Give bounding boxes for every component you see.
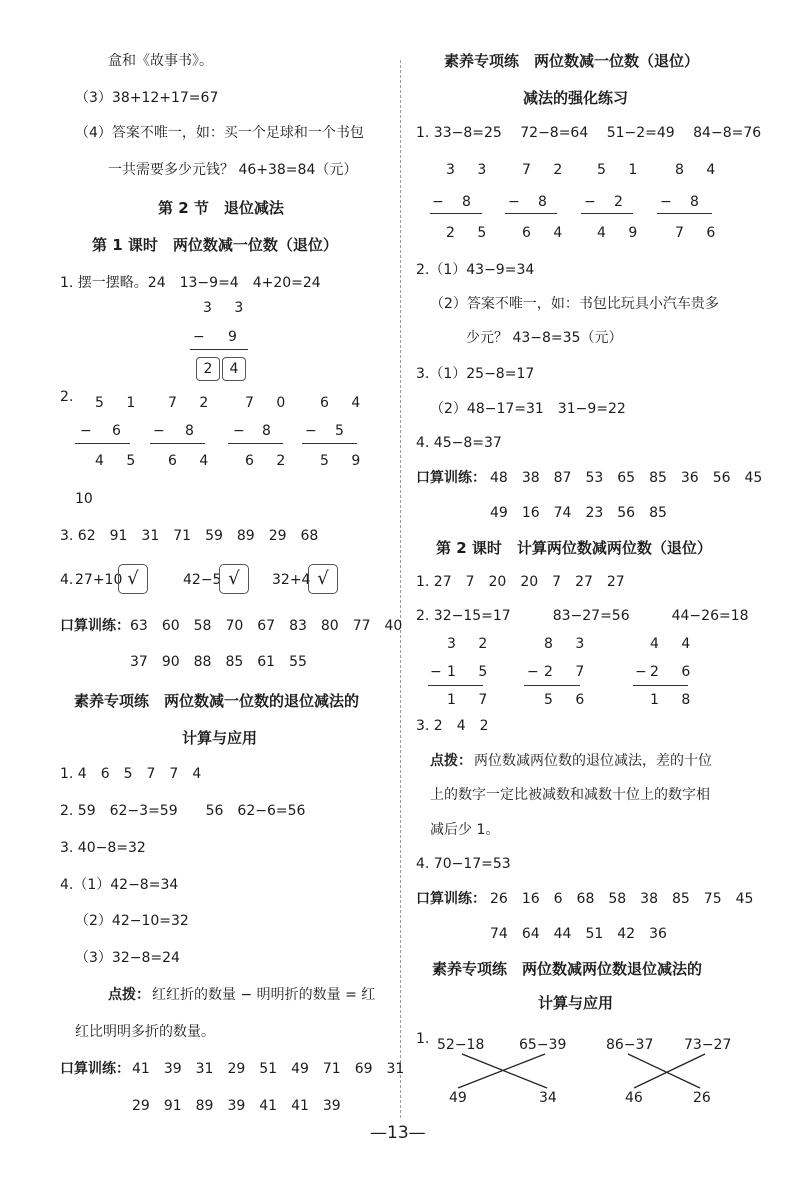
calc-result: 6 4 (168, 453, 218, 469)
lesson-title: 第 2 课时 计算两位数减两位数（退位） (436, 539, 712, 557)
calc-result: 6 4 (522, 225, 572, 241)
compare-expression: 27+10 (75, 572, 123, 588)
calc-top: 7 2 (522, 162, 572, 178)
question-4-label: 4. (60, 572, 74, 588)
match-line (634, 1054, 705, 1088)
calc-minus: − (660, 194, 672, 210)
extra-answer: 10 (75, 491, 93, 507)
answer-line: （3）32−8=24 (75, 950, 180, 966)
calc-sub: 8 (538, 194, 547, 210)
calc-top: 3 3 (446, 162, 496, 178)
calc-result: 2 5 (446, 225, 496, 241)
answer-line: 2. 59 62−3=59 56 62−6=56 (60, 803, 306, 819)
match-expression: 73−27 (684, 1037, 732, 1053)
calc-top: 5 1 (95, 395, 145, 411)
answer-line: （2）42−10=32 (75, 913, 189, 929)
answer-line: 4.（1）42−8=34 (60, 877, 179, 893)
calc-top: 8 3 (544, 636, 594, 652)
calc-minus: − (584, 194, 596, 210)
question-1: 1. 摆一摆略。24 13−9=4 4+20=24 (60, 275, 321, 291)
calc-sub: 2 6 (650, 664, 700, 680)
calc-minus: − (527, 664, 539, 680)
calc-result: 5 9 (320, 453, 370, 469)
answer-line: 少元？ 43−8=35（元） (466, 330, 623, 346)
hint-label: 点拨： (108, 987, 150, 1003)
calc-sub: 8 (690, 194, 699, 210)
answer-line: 3. 40−8=32 (60, 840, 146, 856)
check-box: √ (308, 564, 338, 594)
check-box: √ (219, 564, 249, 594)
hint-label: 点拨： (430, 753, 472, 769)
calc-minus: − (635, 664, 647, 680)
answer-line: 一共需要多少元钱？ 46+38=84（元） (108, 162, 358, 178)
answer-line: 3.（1）25−8=17 (416, 366, 535, 382)
answer-line: 3. 2 4 2 (416, 718, 489, 734)
calc-result: 6 2 (245, 453, 295, 469)
calc-sub: 2 7 (544, 664, 594, 680)
calc-minus: − (153, 423, 165, 439)
calc-top: 4 4 (650, 636, 700, 652)
result-box: 2 (196, 357, 220, 381)
special-title: 计算与应用 (182, 729, 258, 747)
oral-answers: 41 39 31 29 51 49 71 69 31 (132, 1061, 405, 1077)
calc-result: 1 8 (650, 692, 700, 708)
match-label: 1. (416, 1031, 430, 1047)
compare-expression: 42−5 (183, 572, 222, 588)
match-line (458, 1054, 545, 1088)
answer-line: 2. 32−15=17 83−27=56 44−26=18 (416, 608, 749, 624)
match-answer: 34 (539, 1090, 557, 1106)
answer-line: 1. 4 6 5 7 7 4 (60, 766, 202, 782)
oral-answers: 26 16 6 68 58 38 85 75 45 (490, 891, 754, 907)
calc-top: 3 2 (447, 636, 497, 652)
calc-sub: 8 (185, 423, 194, 439)
match-line (628, 1054, 700, 1088)
oral-label: 口算训练： (416, 891, 486, 907)
hint-text: 红红折的数量 − 明明折的数量 = 红 (152, 987, 376, 1003)
calc-top: 7 2 (168, 395, 218, 411)
calc-sub: 5 (335, 423, 344, 439)
compare-expression: 32+4 (272, 572, 311, 588)
oral-answers: 37 90 88 85 61 55 (130, 654, 307, 670)
answer-line: （3）38+12+17=67 (75, 90, 219, 106)
calc-result: 5 6 (544, 692, 594, 708)
match-answer: 49 (449, 1090, 467, 1106)
calc-top: 6 4 (320, 395, 370, 411)
calc-minus: − (233, 423, 245, 439)
special-title: 素养专项练 两位数减一位数（退位） (444, 52, 700, 70)
oral-answers: 63 60 58 70 67 83 80 77 40 (130, 618, 403, 634)
hint-text: 上的数字一定比被减数和减数十位上的数字相 (430, 787, 710, 803)
calc-sub: 9 (228, 329, 237, 345)
calc-result: 4 9 (597, 225, 647, 241)
calc-minus: − (80, 423, 92, 439)
oral-answers: 48 38 87 53 65 85 36 56 45 (490, 470, 763, 486)
calc-minus: − (432, 194, 444, 210)
oral-label: 口算训练： (416, 470, 486, 486)
match-expression: 65−39 (519, 1037, 567, 1053)
answer-line: 4. 70−17=53 (416, 856, 511, 872)
question-2-label: 2. (60, 389, 74, 405)
lesson-title: 第 1 课时 两位数减一位数（退位） (92, 236, 338, 254)
calc-top: 5 1 (597, 162, 647, 178)
special-title: 减法的强化练习 (523, 89, 629, 107)
question-3: 3. 62 91 31 71 59 89 29 68 (60, 528, 319, 544)
hint-text: 减后少 1。 (430, 822, 500, 838)
match-expression: 86−37 (606, 1037, 654, 1053)
special-title: 计算与应用 (538, 994, 614, 1012)
calc-result: 4 5 (95, 453, 145, 469)
match-line (462, 1054, 547, 1088)
calc-minus: − (508, 194, 520, 210)
calc-result: 7 6 (675, 225, 725, 241)
answer-line: 4. 45−8=37 (416, 435, 502, 451)
answer-line: 1. 33−8=25 72−8=64 51−2=49 84−8=76 (416, 125, 762, 141)
page-number: —13— (370, 1123, 426, 1143)
answer-line: 2.（1）43−9=34 (416, 262, 535, 278)
match-expression: 52−18 (437, 1037, 485, 1053)
calc-top: 7 0 (245, 395, 295, 411)
oral-label: 口算训练： (60, 618, 130, 634)
check-box: √ (118, 564, 148, 594)
result-box: 4 (222, 357, 246, 381)
calc-minus: − (193, 329, 205, 345)
calc-minus: − (430, 664, 442, 680)
answer-line: （2）答案不唯一，如：书包比玩具小汽车贵多 (430, 296, 719, 312)
answer-line: （4）答案不唯一，如：买一个足球和一个书包 (75, 125, 364, 141)
calc-sub: 8 (262, 423, 271, 439)
match-answer: 46 (625, 1090, 643, 1106)
text-line: 盒和《故事书》。 (108, 53, 213, 69)
oral-label: 口算训练： (60, 1061, 130, 1077)
section-title: 第 2 节 退位减法 (158, 199, 284, 217)
oral-answers: 49 16 74 23 56 85 (490, 505, 667, 521)
calc-sub: 8 (462, 194, 471, 210)
hint-text: 红比明明多折的数量。 (75, 1024, 215, 1040)
match-answer: 26 (693, 1090, 711, 1106)
calc-sub: 6 (112, 423, 121, 439)
calc-sub: 2 (614, 194, 623, 210)
hint-text: 两位数减两位数的退位减法，差的十位 (474, 753, 712, 769)
answer-line: 1. 27 7 20 20 7 27 27 (416, 574, 625, 590)
oral-answers: 29 91 89 39 41 41 39 (132, 1098, 341, 1114)
calc-minus: − (305, 423, 317, 439)
calc-top: 3 3 (203, 300, 253, 316)
special-title: 素养专项练 两位数减两位数退位减法的 (432, 960, 703, 978)
calc-result: 1 7 (447, 692, 497, 708)
special-title: 素养专项练 两位数减一位数的退位减法的 (74, 692, 360, 710)
oral-answers: 74 64 44 51 42 36 (490, 926, 667, 942)
answer-line: （2）48−17=31 31−9=22 (430, 401, 626, 417)
calc-top: 8 4 (675, 162, 725, 178)
calc-sub: 1 5 (447, 664, 497, 680)
